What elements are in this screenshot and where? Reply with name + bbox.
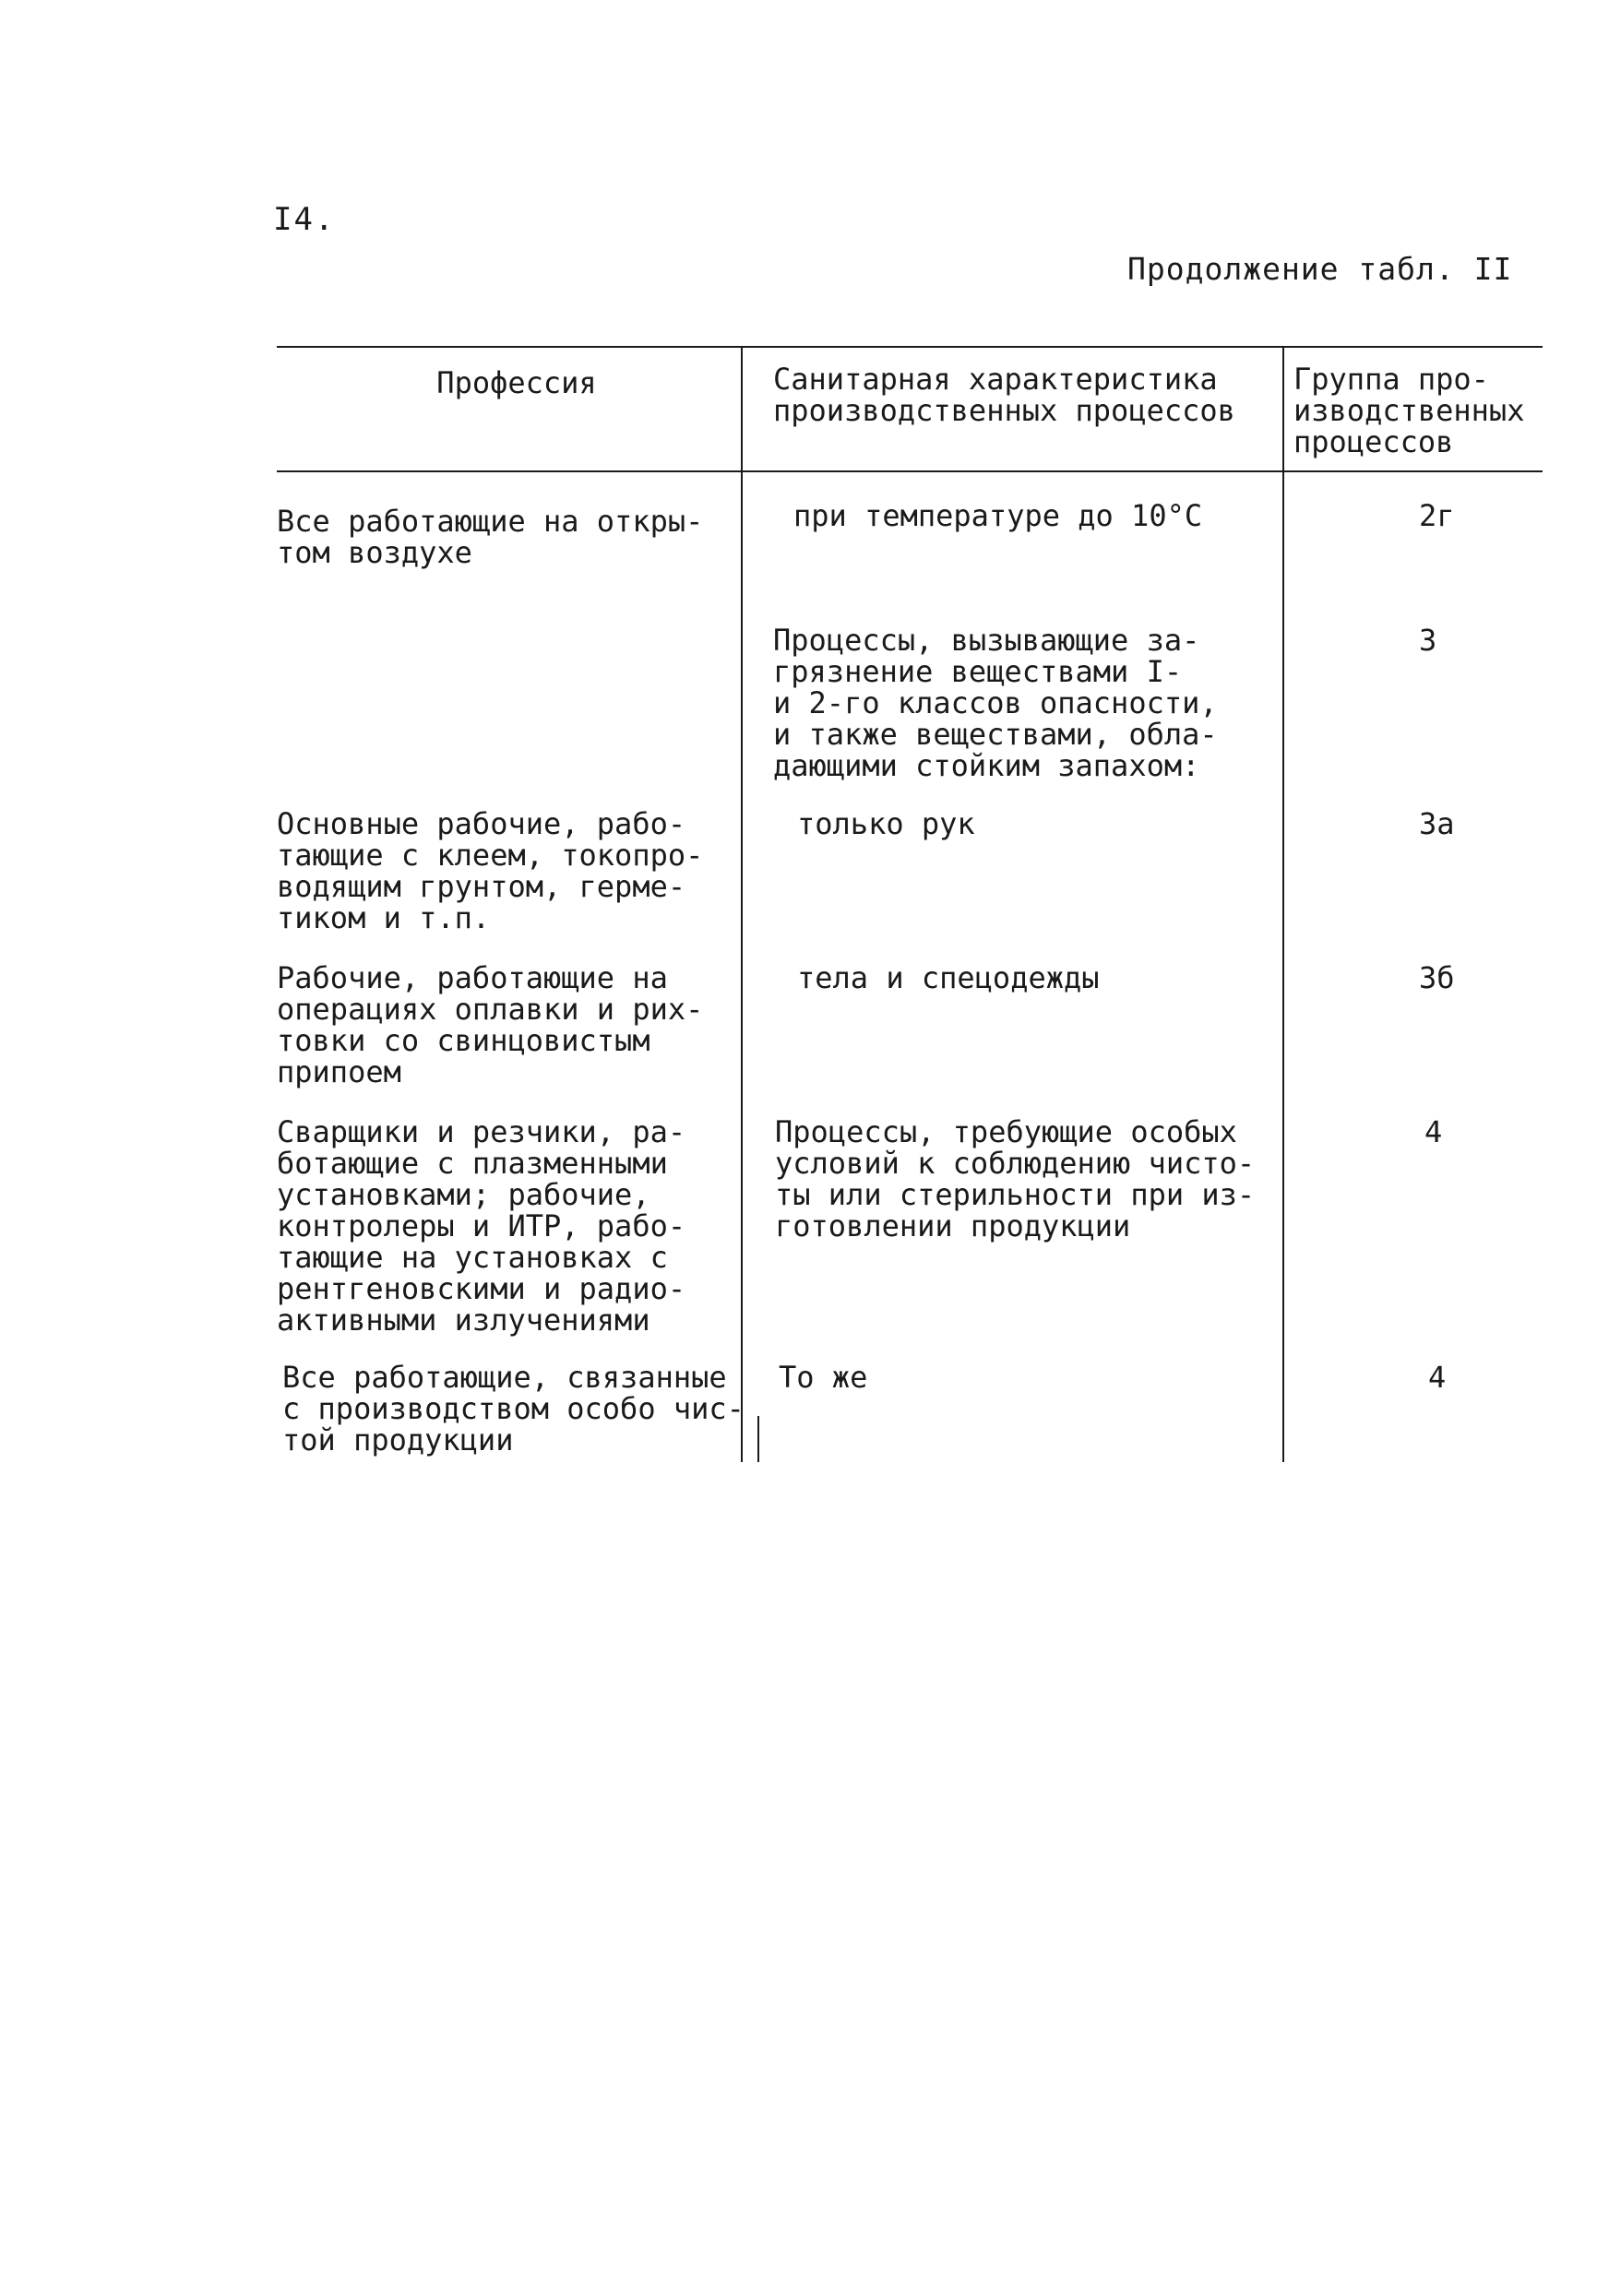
column-divider-2 (1282, 346, 1284, 1462)
column-divider-1-tail (757, 1416, 759, 1462)
row-5-profession: Сварщики и резчики, ра- ботающие с плазменными установками; рабочие, контролеры и ИТР, рабо- тающие на установках с рентгеновскими и радио- активными излучениями (277, 1114, 686, 1338)
row-1-profession: Все работающие на откры- том воздухе (277, 504, 704, 570)
row-2-group: 3 (1419, 623, 1437, 658)
row-6-group: 4 (1428, 1360, 1447, 1395)
header-characteristic: Санитарная характеристика производственных процессов (773, 362, 1235, 428)
row-4-group: 3б (1419, 960, 1455, 995)
row-4-characteristic: тела и спецодежды (797, 960, 1100, 995)
row-5-characteristic: Процессы, требующие особых условий к соблюдению чисто- ты или стерильности при из- готовлении продукции (775, 1114, 1256, 1243)
table-caption: Продолжение табл. II (1127, 251, 1513, 287)
row-1-group: 2г (1419, 498, 1455, 533)
row-3-profession: Основные рабочие, рабо- тающие с клеем, токопро- водящим грунтом, герме- тиком и т.п. (277, 806, 704, 935)
table-header-rule (277, 470, 1543, 472)
row-3-characteristic: только рук (797, 806, 975, 841)
header-profession: Профессия (436, 365, 597, 400)
row-6-profession: Все работающие, связанные с производством особо чис- той продукции (282, 1360, 745, 1457)
row-3-group: 3а (1419, 806, 1455, 841)
column-divider-1 (741, 346, 743, 1462)
header-group: Группа про- изводственных процессов (1293, 362, 1525, 459)
row-1-characteristic: при температуре до 10°С (793, 498, 1203, 533)
page-number: I4. (273, 201, 336, 238)
row-6-characteristic: То же (779, 1360, 868, 1395)
table-top-rule (277, 346, 1543, 348)
row-2-characteristic: Процессы, вызывающие за- грязнение веществами I- и 2-го классов опасности, и также веществами, обла- дающими стойким запахом: (773, 623, 1218, 783)
row-4-profession: Рабочие, работающие на операциях оплавки и рих- товки со свинцовистым припоем (277, 960, 704, 1089)
row-5-group: 4 (1424, 1114, 1443, 1149)
